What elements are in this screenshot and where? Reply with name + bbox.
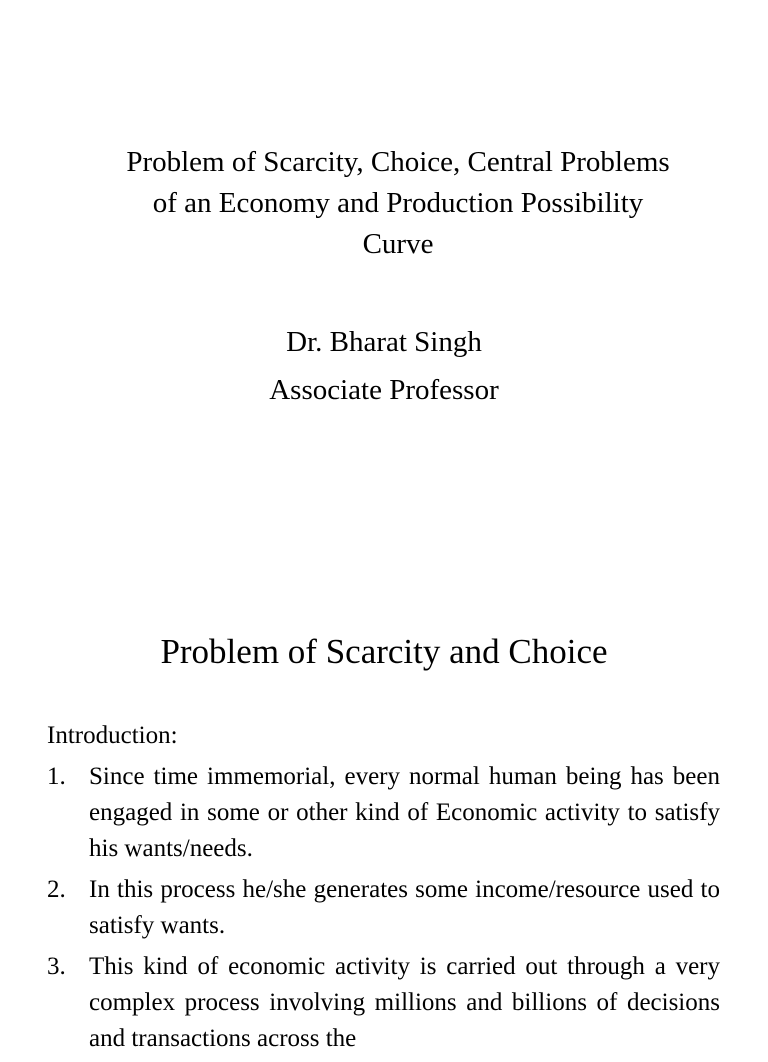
- author-name: Dr. Bharat Singh: [286, 326, 482, 358]
- author-position: Associate Professor: [269, 374, 499, 406]
- title-line-2: of an Economy and Production Possibility: [152, 187, 644, 219]
- title-line-3: Curve: [362, 228, 434, 260]
- list-item-text: Since time immemorial, every normal human being has been engaged in some or other kind of Economic activity to satisfy his wants/needs.: [89, 763, 720, 862]
- list-item-text: In this process he/she generates some income/resource used to satisfy wants.: [89, 876, 720, 939]
- list-item: [47, 872, 720, 944]
- numbered-list: [47, 759, 720, 1062]
- presentation-title: [48, 142, 748, 265]
- title-line-1: Problem of Scarcity, Choice, Central Problems: [126, 146, 670, 178]
- author-block: [0, 318, 768, 414]
- list-item-number: 2.: [47, 876, 66, 903]
- list-item: [47, 759, 720, 867]
- list-item-text: This kind of economic activity is carried out through a very complex process involving millions and billions of decisions and transactions across the: [89, 953, 720, 1052]
- slide-scarcity-choice: [0, 576, 768, 1052]
- list-item-number: 1.: [47, 763, 66, 790]
- list-item: [47, 949, 720, 1057]
- list-item-number: 3.: [47, 953, 66, 980]
- intro-heading: Introduction:: [47, 722, 178, 749]
- slide-title: Problem of Scarcity and Choice: [160, 632, 608, 671]
